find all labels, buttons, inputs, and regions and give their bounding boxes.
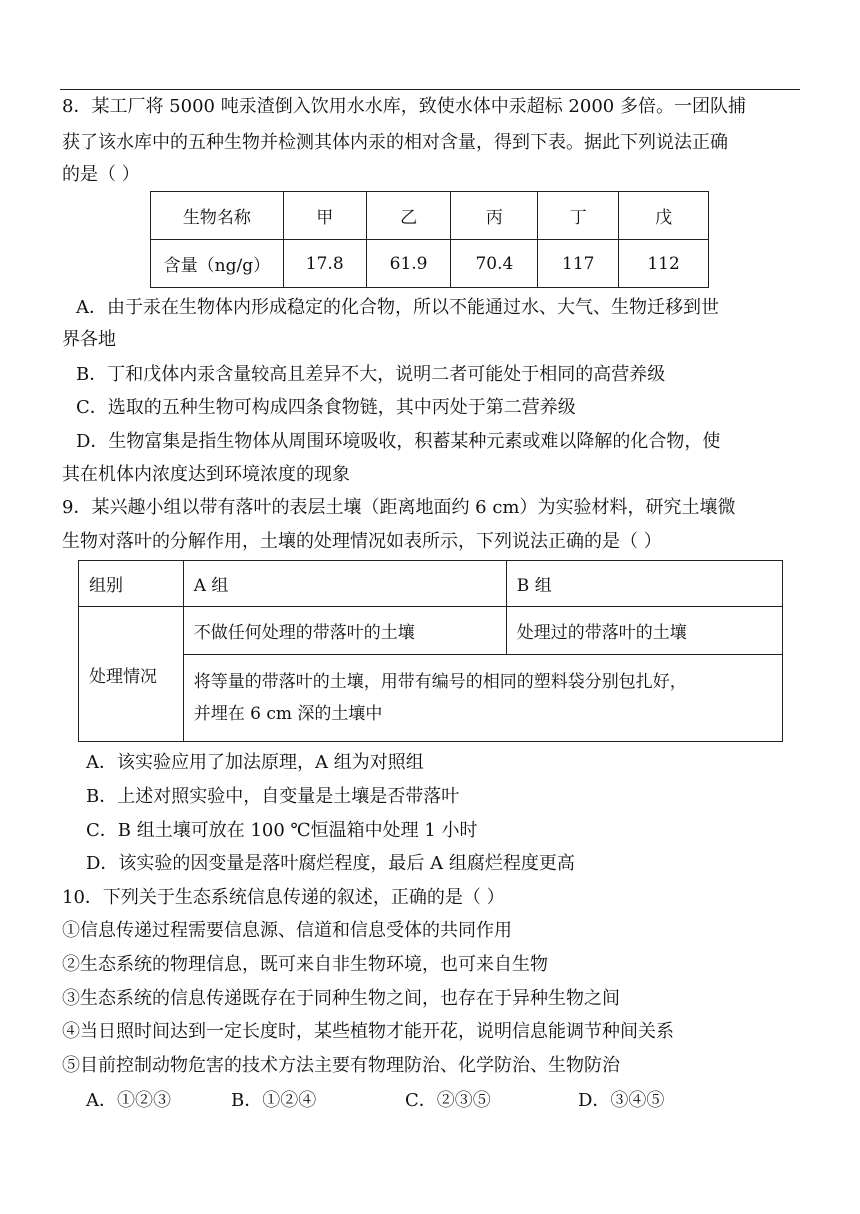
table-row: [79, 561, 783, 607]
table-cell: 112: [619, 240, 709, 288]
q10-statement-5: ⑤目前控制动物危害的技术方法主要有物理防治、化学防治、生物防治: [62, 1055, 620, 1076]
q10-statement-2: ②生态系统的物理信息，既可来自非生物环境，也可来自生物: [62, 954, 548, 975]
table-cell: 61.9: [366, 240, 451, 288]
table-row: [79, 607, 783, 655]
q8-stem-line-2: 获了该水库中的五种生物并检测其体内汞的相对含量，得到下表。据此下列说法正确: [62, 132, 728, 153]
q10-choice-a: A．①②③: [86, 1090, 171, 1111]
q10-statement-4: ④当日照时间达到一定长度时，某些植物才能开花，说明信息能调节种间关系: [62, 1021, 674, 1042]
table-cell: [183, 655, 782, 742]
q10-statement-3: ③生态系统的信息传递既存在于同种生物之间，也存在于异种生物之间: [62, 988, 620, 1009]
table-cell: 丁: [538, 192, 619, 240]
table-cell: B 组: [506, 561, 782, 607]
shared-treatment-line-1: 将等量的带落叶的土壤，用带有编号的相同的塑料袋分别包扎好，: [193, 672, 687, 692]
table-cell: 处理过的带落叶的土壤: [506, 607, 782, 655]
q8-option-d-line-1: D．生物富集是指生物体从周围环境吸收，积蓄某种元素或难以降解的化合物，使: [76, 431, 721, 452]
table-cell: 生物名称: [151, 192, 284, 240]
table-cell: 不做任何处理的带落叶的土壤: [183, 607, 506, 655]
q9-option-a: A．该实验应用了加法原理，A 组为对照组: [86, 752, 424, 773]
soil-treatment-table: [78, 560, 783, 742]
q9-option-b: B．上述对照实验中，自变量是土壤是否带落叶: [86, 786, 460, 807]
q8-option-a-line-2: 界各地: [62, 329, 116, 350]
q8-stem-line-1: 8．某工厂将 5000 吨汞渣倒入饮用水水库，致使水体中汞超标 2000 多倍。一团队捕: [62, 96, 746, 117]
table-cell: 17.8: [283, 240, 366, 288]
table-cell: 乙: [366, 192, 451, 240]
q10-choice-b: B．①②④: [231, 1090, 317, 1111]
q10-stem: 10．下列关于生态系统信息传递的叙述，正确的是（ ）: [62, 887, 505, 908]
q8-option-a-line-1: A．由于汞在生物体内形成稳定的化合物，所以不能通过水、大气、生物迁移到世: [76, 297, 719, 318]
table-cell: 甲: [283, 192, 366, 240]
q8-option-c: C．选取的五种生物可构成四条食物链，其中丙处于第二营养级: [76, 397, 576, 418]
q10-choice-c: C．②③⑤: [405, 1090, 491, 1111]
mercury-content-table: [150, 191, 709, 288]
table-cell: 戊: [619, 192, 709, 240]
header-rule: [60, 89, 800, 90]
table-row: [151, 192, 709, 240]
q10-statement-1: ①信息传递过程需要信息源、信道和信息受体的共同作用: [62, 920, 512, 941]
table-cell: 处理情况: [79, 607, 184, 742]
q9-stem-line-1: 9．某兴趣小组以带有落叶的表层土壤（距离地面约 6 cm）为实验材料，研究土壤微: [62, 497, 736, 518]
q10-choice-d: D．③④⑤: [578, 1090, 665, 1111]
table-cell: 丙: [451, 192, 538, 240]
shared-treatment-line-2: 并埋在 6 cm 深的土壤中: [193, 704, 383, 724]
q9-option-d: D．该实验的因变量是落叶腐烂程度，最后 A 组腐烂程度更高: [86, 853, 575, 874]
table-cell: 70.4: [451, 240, 538, 288]
table-cell: 组别: [79, 561, 184, 607]
table-cell: 含量（ng/g）: [151, 240, 284, 288]
table-row: [151, 240, 709, 288]
table-row: [79, 655, 783, 742]
q9-stem-line-2: 生物对落叶的分解作用，土壤的处理情况如表所示，下列说法正确的是（ ）: [62, 531, 662, 552]
q8-option-d-line-2: 其在机体内浓度达到环境浓度的现象: [62, 464, 350, 485]
table-cell: 117: [538, 240, 619, 288]
table-cell: A 组: [183, 561, 506, 607]
q9-option-c: C．B 组土壤可放在 100 ℃恒温箱中处理 1 小时: [86, 820, 478, 841]
q8-stem-line-3: 的是（ ）: [62, 164, 140, 185]
q8-option-b: B．丁和戊体内汞含量较高且差异不大，说明二者可能处于相同的高营养级: [76, 364, 666, 385]
